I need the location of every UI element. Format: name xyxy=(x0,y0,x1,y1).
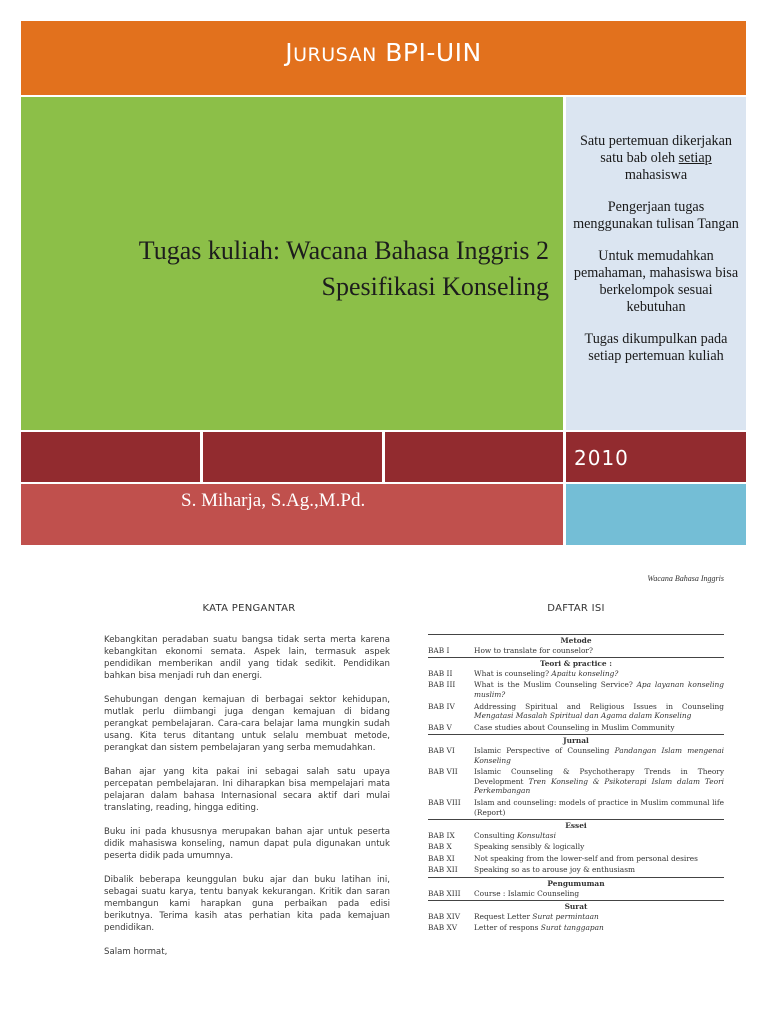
teal-block xyxy=(566,484,746,545)
year-block xyxy=(566,432,746,482)
toc-row: BAB XII Speaking so as to arouse joy & enthusiasm xyxy=(428,865,636,875)
daftar-isi-heading: DAFTAR ISI xyxy=(547,603,605,614)
author-band xyxy=(21,484,563,545)
toc-row: BAB IX Consulting Konsultasi xyxy=(428,830,556,840)
toc-row: BAB XIII Course : Islamic Counseling xyxy=(428,888,580,898)
paragraph: Sehubungan dengan kemajuan di berbagai sektor kehidupan, mutlak perlu diimbangi juga dengan kemajuan di bidang perangkat pembelajaran. Cara-cara belajar lama mungkin sudah usang. Kita terus ditantang untuk selalu membuat metode, perangkat dan sistem pembelajaran yang serba memudahkan. xyxy=(104,695,390,753)
note-1: Satu pertemuan dikerjakan satu bab oleh setiap mahasiswa xyxy=(579,133,733,183)
toc-section-essei: Essei xyxy=(428,819,724,831)
toc-row: BAB XIV Request Letter Surat permintaan xyxy=(428,911,599,921)
toc-row: BAB X Speaking sensibly & logically xyxy=(428,842,585,852)
kata-pengantar-body xyxy=(104,634,390,970)
toc-row: BAB V Case studies about Counseling in Muslim Community xyxy=(428,722,675,732)
document-title xyxy=(139,233,549,305)
red-block-2 xyxy=(203,432,382,482)
toc-section-jurnal: Jurnal xyxy=(428,734,724,746)
toc-row: BAB I How to translate for counselor? xyxy=(428,645,593,655)
red-block-1 xyxy=(21,432,200,482)
paragraph: Bahan ajar yang kita pakai ini sebagai salah satu upaya percepatan pembelajaran. Ini diharapkan bisa mempelajari mata pelajaran dalam bahasa Internasional secara aktif dari mulai translating, reading, hingga editing. xyxy=(104,767,390,813)
title-panel xyxy=(21,97,563,430)
toc-row: BAB VI Islamic Perspective of Counseling Pandangan Islam mengenai Konseling xyxy=(428,745,724,765)
notes-panel xyxy=(566,97,746,430)
toc-row: BAB XV Letter of respons Surat tanggapan xyxy=(428,923,604,933)
header-band xyxy=(21,21,746,95)
toc-section-metode: Metode xyxy=(428,634,724,646)
note-3: Untuk memudahkan pemahaman, mahasiswa bisa berkelompok sesuai kebutuhan xyxy=(573,248,739,315)
paragraph: Kebangkitan peradaban suatu bangsa tidak serta merta karena kebangkitan ekonomi semata. Aspek lain, termasuk aspek pendidikan memberikan andil yang tidak sedikit. Pendidikan bahkan bisa menjadi ruh dan energi. xyxy=(104,635,390,681)
title-line-2: Spesifikasi Konseling xyxy=(321,272,549,301)
red-block-3 xyxy=(385,432,563,482)
note-2: Pengerjaan tugas menggunakan tulisan Tangan xyxy=(573,199,739,232)
toc-section-pengumuman: Pengumuman xyxy=(428,877,724,889)
note-4: Tugas dikumpulkan pada setiap pertemuan kuliah xyxy=(584,331,728,364)
page-header-note: Wacana Bahasa Inggris xyxy=(647,574,724,583)
content-page xyxy=(0,546,768,1024)
toc-row: BAB XI Not speaking from the lower-self and from personal desires xyxy=(428,853,698,863)
toc-row: BAB II What is counseling? Apaitu konseling? xyxy=(428,668,619,678)
toc-section-surat: Surat xyxy=(428,900,724,912)
table-of-contents xyxy=(428,634,724,935)
toc-row: BAB VII Islamic Counseling & Psychotherapy Trends in Theory Development Tren Konseling & Psikoterapi Islam dalam Teori Perkembangan xyxy=(428,767,725,796)
department-title: JURUSAN BPI-UIN xyxy=(285,38,482,67)
author-name: S. Miharja, S.Ag.,M.Pd. xyxy=(181,490,366,511)
toc-row: BAB VIII Islam and counseling: models of practice in Muslim communal life (Report) xyxy=(428,797,724,817)
toc-row: BAB III What is the Muslim Counseling Service? Apa layanan konseling muslim? xyxy=(428,680,724,699)
notes-list xyxy=(572,133,740,380)
toc-row: BAB IV Addressing Spiritual and Religious Issues in Counseling Mengatasi Masalah Spiritual dan Agama dalam Konseling xyxy=(428,701,724,721)
title-line-1: Tugas kuliah: Wacana Bahasa Inggris 2 xyxy=(138,236,549,265)
closing: Salam hormat, xyxy=(104,947,168,957)
toc-section-teori: Teori & practice : xyxy=(428,657,724,669)
paragraph: Dibalik beberapa keunggulan buku ajar dan buku latihan ini, sebagai suatu karya, tentu banyak kekurangan. Kritik dan saran membangun kami harapkan guna perbaikan pada edisi berikutnya. Terima kasih atas perhatian kita pada kemajuan pendidikan. xyxy=(104,875,390,933)
kata-pengantar-heading: KATA PENGANTAR xyxy=(202,603,296,614)
year-label: 2010 xyxy=(574,446,629,470)
paragraph: Buku ini pada khususnya merupakan bahan ajar untuk peserta didik mahasiswa konseling, namun dapat pula digunakan untuk peserta didik pada umumnya. xyxy=(104,827,390,861)
